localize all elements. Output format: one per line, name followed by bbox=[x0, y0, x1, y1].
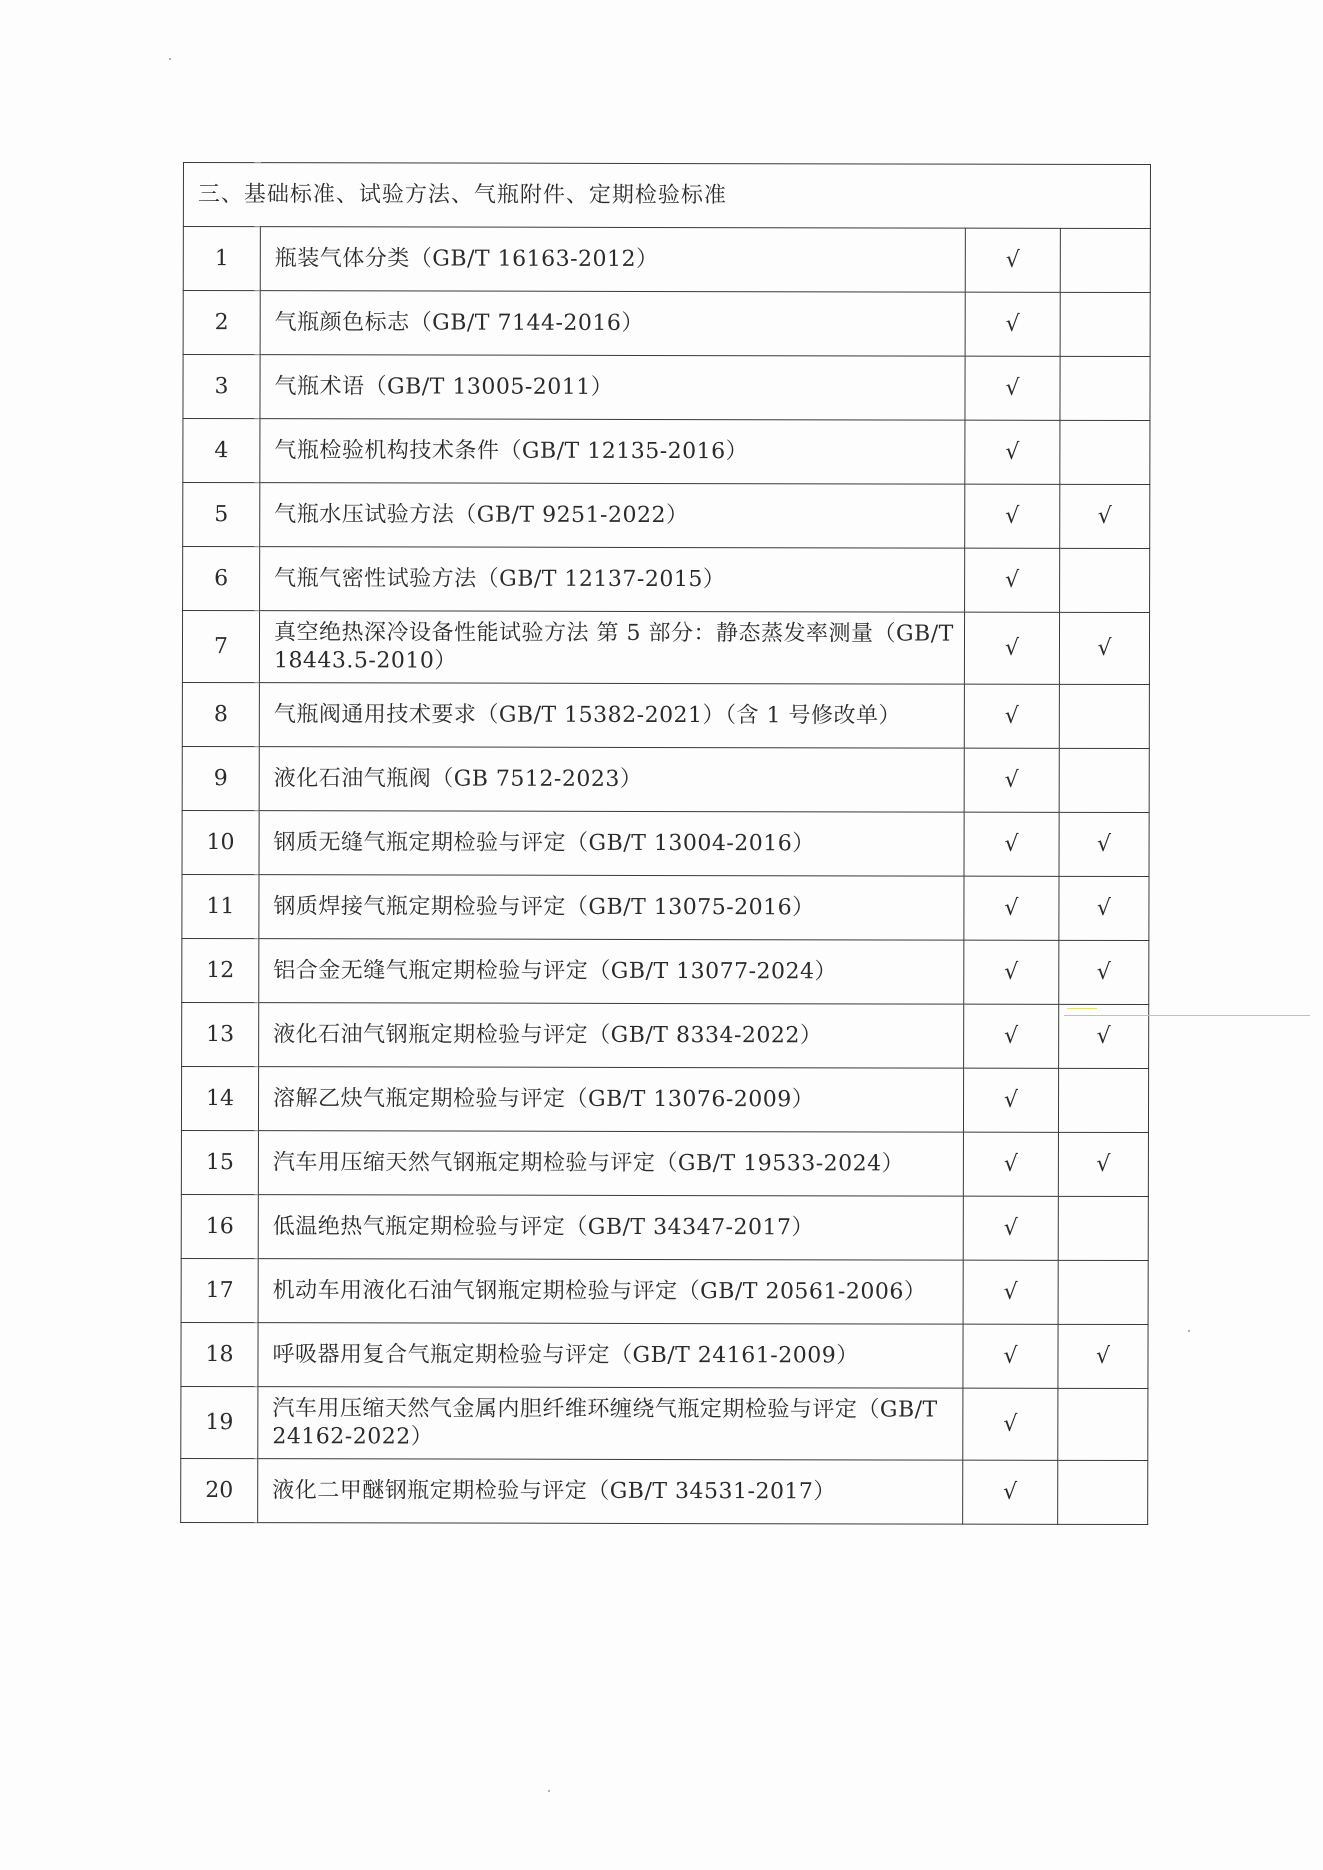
check-mark-col2: √ bbox=[1059, 812, 1149, 876]
check-mark-col2: √ bbox=[1059, 1004, 1149, 1068]
standard-title: 气瓶气密性试验方法（GB/T 12137-2015） bbox=[260, 547, 965, 612]
check-mark-col1: √ bbox=[963, 1324, 1058, 1388]
scan-speck bbox=[1188, 1330, 1190, 1332]
row-number: 19 bbox=[181, 1386, 258, 1458]
check-mark-col1: √ bbox=[963, 1068, 1058, 1132]
table-row bbox=[183, 227, 1150, 293]
row-number: 18 bbox=[181, 1322, 258, 1386]
standard-title: 气瓶颜色标志（GB/T 7144-2016） bbox=[260, 291, 965, 356]
check-mark-col1: √ bbox=[964, 812, 1059, 876]
check-mark-col1: √ bbox=[964, 1004, 1059, 1068]
table-row bbox=[181, 1386, 1148, 1460]
check-mark-col1: √ bbox=[963, 1260, 1058, 1324]
standard-title: 瓶装气体分类（GB/T 16163-2012） bbox=[260, 227, 965, 292]
row-number: 3 bbox=[183, 355, 260, 419]
table-row bbox=[182, 874, 1149, 940]
row-number: 7 bbox=[182, 611, 259, 683]
check-mark-col2 bbox=[1060, 356, 1150, 420]
check-mark-col2: √ bbox=[1059, 940, 1149, 1004]
check-mark-col1: √ bbox=[965, 484, 1060, 548]
check-mark-col2 bbox=[1060, 292, 1150, 356]
standard-title: 液化石油气瓶阀（GB 7512-2023） bbox=[259, 747, 964, 812]
row-number: 10 bbox=[182, 810, 259, 874]
standard-title: 呼吸器用复合气瓶定期检验与评定（GB/T 24161-2009） bbox=[258, 1323, 963, 1388]
standard-title: 气瓶术语（GB/T 13005-2011） bbox=[260, 355, 965, 420]
standard-title: 低温绝热气瓶定期检验与评定（GB/T 34347-2017） bbox=[258, 1195, 963, 1260]
scan-artifact-mark bbox=[1067, 1008, 1097, 1009]
check-mark-col1: √ bbox=[964, 612, 1059, 684]
check-mark-col1: √ bbox=[963, 1460, 1058, 1524]
check-mark-col1: √ bbox=[965, 356, 1060, 420]
standard-title: 真空绝热深冷设备性能试验方法 第 5 部分：静态蒸发率测量（GB/T 18443.5-2010） bbox=[259, 611, 964, 684]
standard-title: 机动车用液化石油气钢瓶定期检验与评定（GB/T 20561-2006） bbox=[258, 1259, 963, 1324]
check-mark-col1: √ bbox=[963, 1132, 1058, 1196]
table-row bbox=[183, 355, 1150, 421]
standard-title: 钢质无缝气瓶定期检验与评定（GB/T 13004-2016） bbox=[259, 811, 964, 876]
scan-speck bbox=[169, 58, 171, 60]
section-title: 三、基础标准、试验方法、气瓶附件、定期检验标准 bbox=[183, 163, 1150, 229]
check-mark-col2: √ bbox=[1060, 484, 1150, 548]
row-number: 14 bbox=[181, 1066, 258, 1130]
row-number: 6 bbox=[183, 547, 260, 611]
check-mark-col2 bbox=[1058, 1460, 1148, 1524]
table-row bbox=[182, 746, 1149, 812]
table-row bbox=[181, 1130, 1148, 1196]
row-number: 5 bbox=[183, 483, 260, 547]
row-number: 12 bbox=[182, 938, 259, 1002]
check-mark-col1: √ bbox=[965, 548, 1060, 612]
standard-title: 汽车用压缩天然气钢瓶定期检验与评定（GB/T 19533-2024） bbox=[258, 1131, 963, 1196]
standards-table bbox=[180, 162, 1151, 1525]
table-row bbox=[182, 938, 1149, 1004]
check-mark-col2: √ bbox=[1059, 612, 1149, 684]
table-row bbox=[183, 291, 1150, 357]
scan-artifact-line bbox=[1064, 1015, 1310, 1016]
standard-title: 汽车用压缩天然气金属内胆纤维环缠绕气瓶定期检验与评定（GB/T 24162-2022） bbox=[258, 1387, 963, 1460]
check-mark-col2 bbox=[1059, 748, 1149, 812]
table-row bbox=[183, 483, 1150, 549]
check-mark-col1: √ bbox=[965, 420, 1060, 484]
check-mark-col1: √ bbox=[964, 748, 1059, 812]
standard-title: 铝合金无缝气瓶定期检验与评定（GB/T 13077-2024） bbox=[259, 939, 964, 1004]
table-row bbox=[181, 1194, 1148, 1260]
check-mark-col2 bbox=[1058, 1068, 1148, 1132]
row-number: 9 bbox=[182, 746, 259, 810]
row-number: 20 bbox=[181, 1458, 258, 1522]
table-row bbox=[183, 547, 1150, 613]
check-mark-col1: √ bbox=[964, 876, 1059, 940]
scan-speck bbox=[548, 1790, 550, 1792]
row-number: 11 bbox=[182, 874, 259, 938]
check-mark-col1: √ bbox=[963, 1196, 1058, 1260]
standard-title: 气瓶水压试验方法（GB/T 9251-2022） bbox=[260, 483, 965, 548]
section-header-row bbox=[183, 163, 1150, 229]
check-mark-col1: √ bbox=[963, 1388, 1058, 1460]
standard-title: 钢质焊接气瓶定期检验与评定（GB/T 13075-2016） bbox=[259, 875, 964, 940]
standard-title: 气瓶阀通用技术要求（GB/T 15382-2021）（含 1 号修改单） bbox=[259, 683, 964, 748]
row-number: 4 bbox=[183, 419, 260, 483]
check-mark-col2: √ bbox=[1058, 1132, 1148, 1196]
row-number: 8 bbox=[182, 682, 259, 746]
check-mark-col1: √ bbox=[965, 228, 1060, 292]
standard-title: 液化二甲醚钢瓶定期检验与评定（GB/T 34531-2017） bbox=[258, 1459, 963, 1524]
check-mark-col1: √ bbox=[964, 940, 1059, 1004]
check-mark-col2 bbox=[1058, 1388, 1148, 1460]
row-number: 1 bbox=[183, 227, 260, 291]
standard-title: 气瓶检验机构技术条件（GB/T 12135-2016） bbox=[260, 419, 965, 484]
table-row bbox=[181, 1066, 1148, 1132]
check-mark-col1: √ bbox=[964, 684, 1059, 748]
row-number: 13 bbox=[182, 1002, 259, 1066]
table-row bbox=[182, 682, 1149, 748]
table-row bbox=[181, 1258, 1148, 1324]
check-mark-col2 bbox=[1059, 684, 1149, 748]
table-row bbox=[183, 419, 1150, 485]
table-row bbox=[181, 1458, 1148, 1524]
row-number: 2 bbox=[183, 291, 260, 355]
check-mark-col2 bbox=[1060, 420, 1150, 484]
table-row bbox=[181, 1322, 1148, 1388]
check-mark-col2 bbox=[1060, 228, 1150, 292]
check-mark-col2: √ bbox=[1059, 876, 1149, 940]
table-row bbox=[182, 611, 1149, 685]
check-mark-col1: √ bbox=[965, 292, 1060, 356]
check-mark-col2 bbox=[1058, 1196, 1148, 1260]
row-number: 17 bbox=[181, 1258, 258, 1322]
row-number: 15 bbox=[181, 1130, 258, 1194]
table-row bbox=[182, 810, 1149, 876]
row-number: 16 bbox=[181, 1194, 258, 1258]
check-mark-col2: √ bbox=[1058, 1324, 1148, 1388]
standard-title: 溶解乙炔气瓶定期检验与评定（GB/T 13076-2009） bbox=[258, 1067, 963, 1132]
table-row bbox=[182, 1002, 1149, 1068]
check-mark-col2 bbox=[1060, 548, 1150, 612]
standard-title: 液化石油气钢瓶定期检验与评定（GB/T 8334-2022） bbox=[259, 1003, 964, 1068]
check-mark-col2 bbox=[1058, 1260, 1148, 1324]
